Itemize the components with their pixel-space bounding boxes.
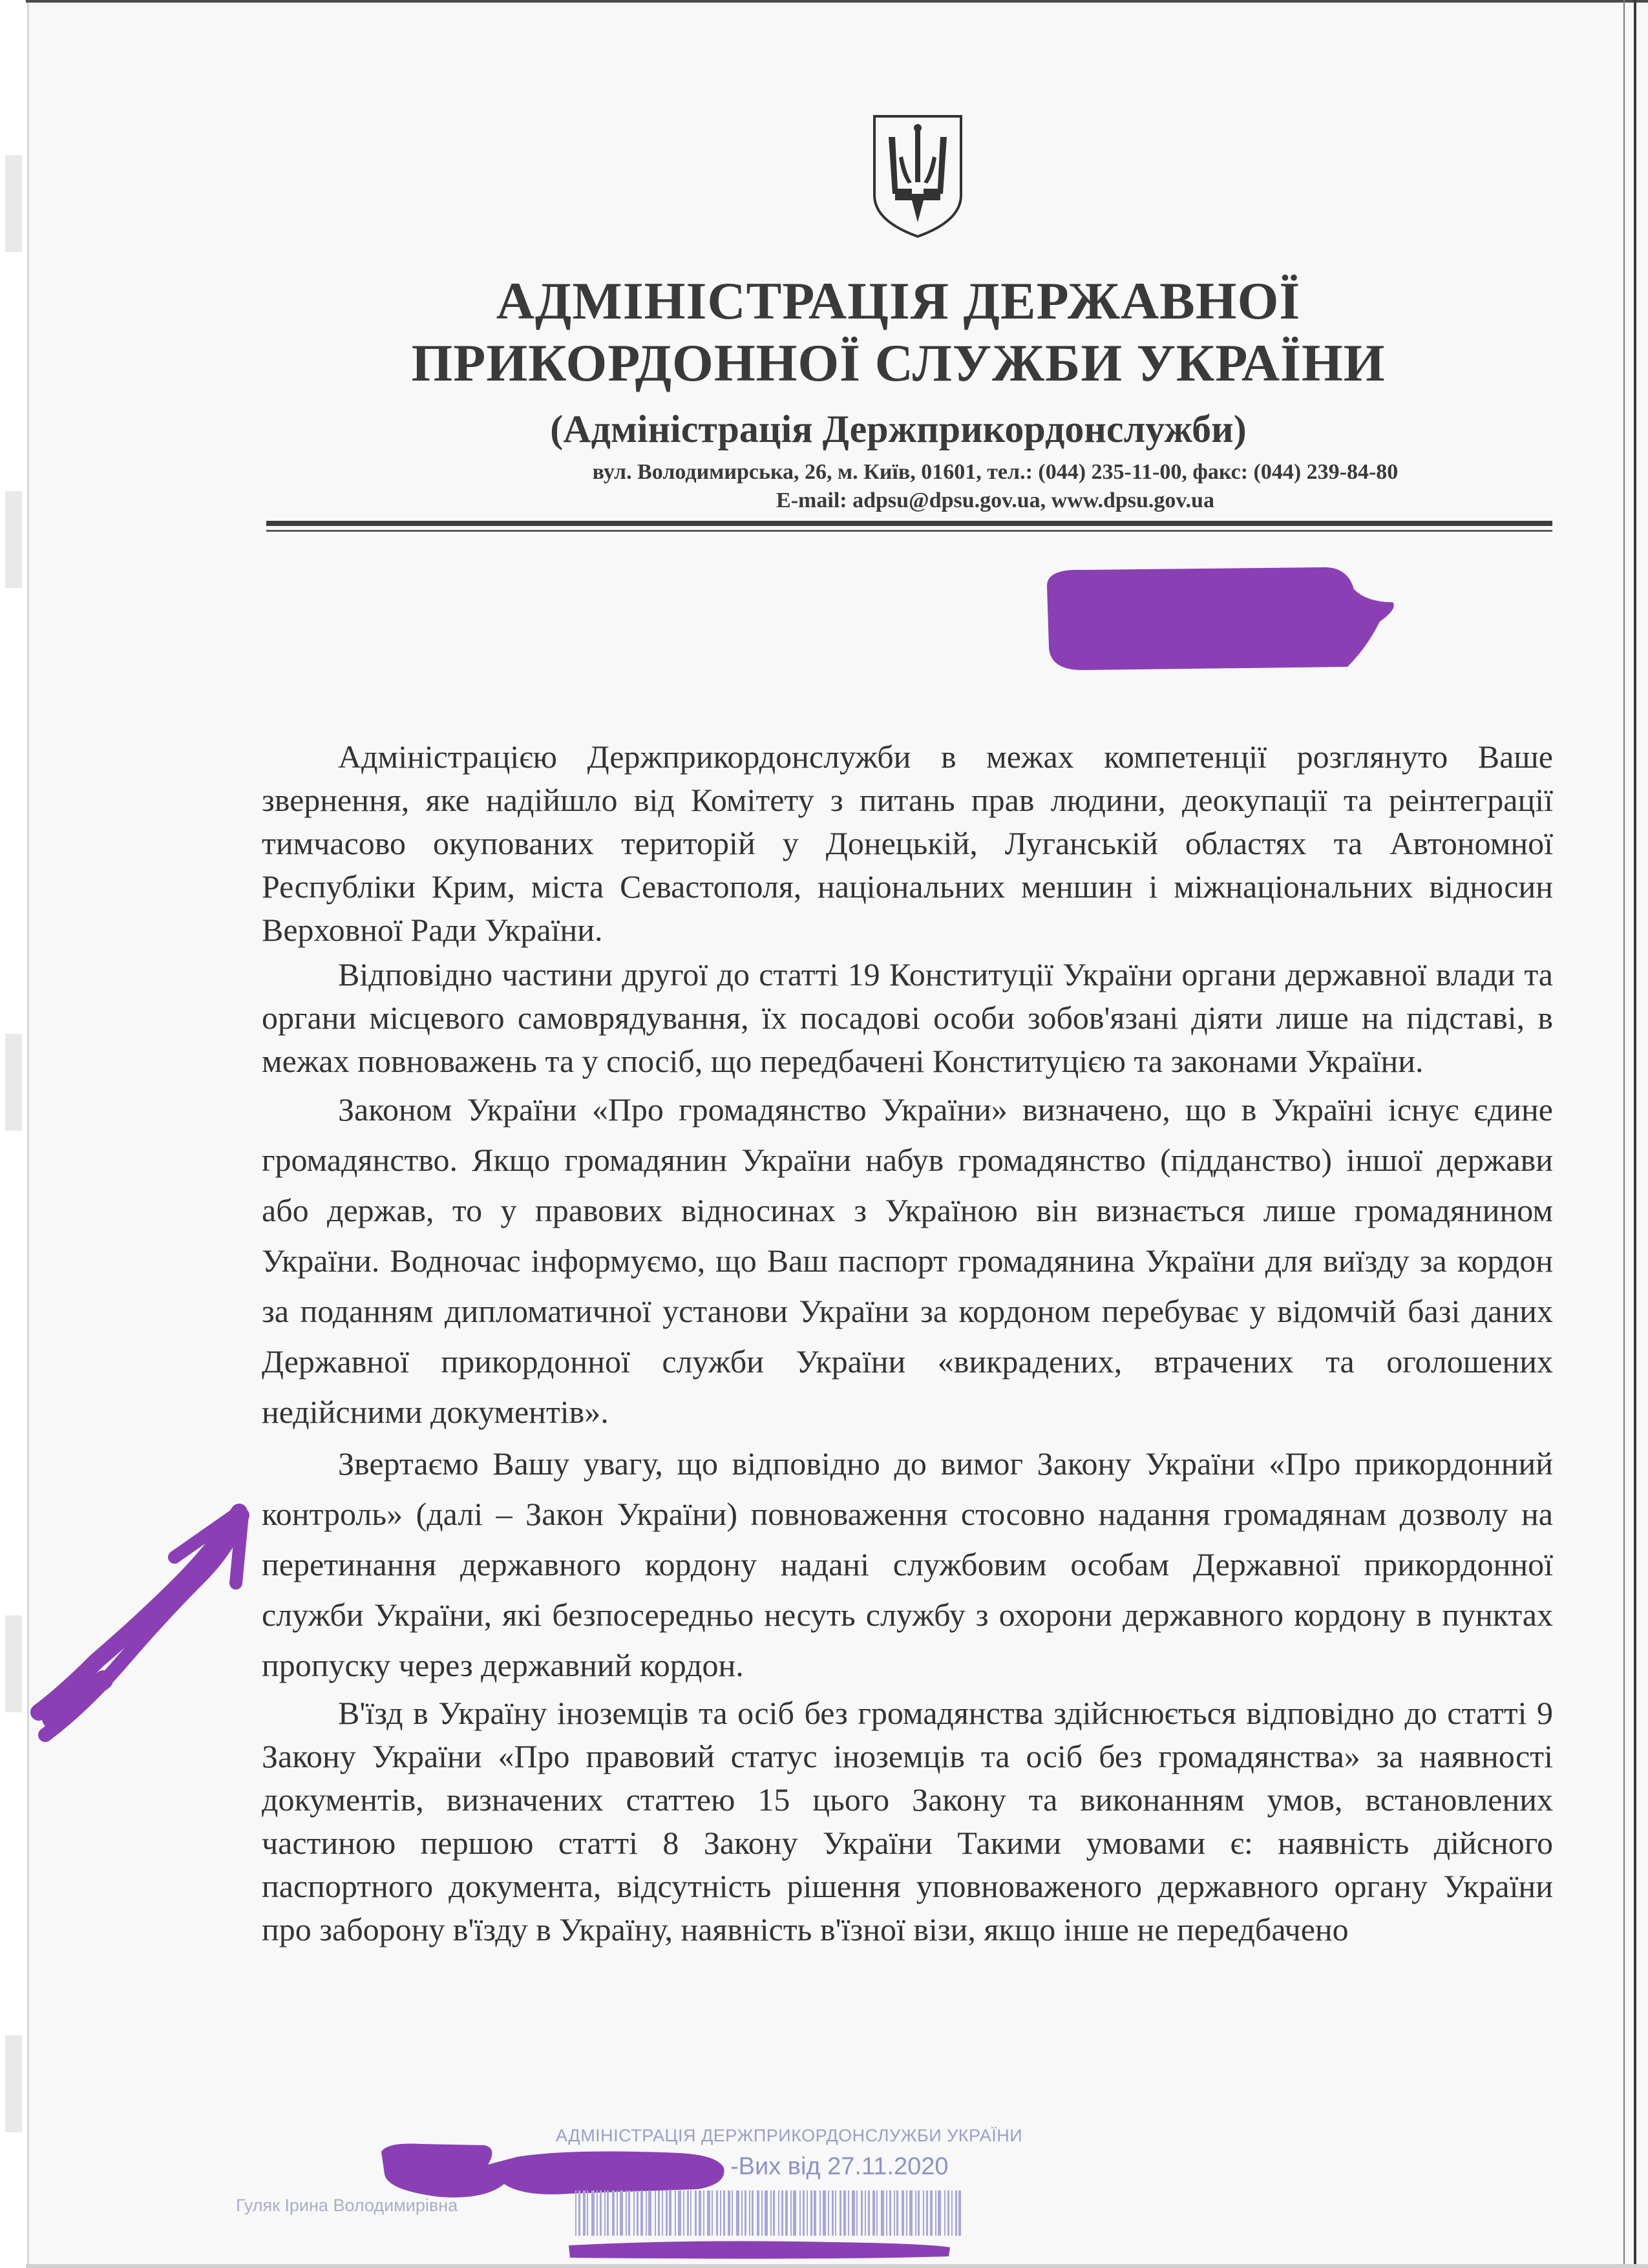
barcode-bar <box>889 2190 891 2236</box>
barcode-bar <box>923 2190 924 2236</box>
barcode-bar <box>736 2190 739 2236</box>
barcode-bar <box>757 2190 759 2236</box>
barcode-bar <box>902 2190 904 2236</box>
barcode-bar <box>600 2190 602 2236</box>
barcode-bar <box>781 2190 783 2236</box>
barcode-bar <box>728 2190 730 2236</box>
letterhead-rule-thick <box>266 521 1552 526</box>
scanner-left-margin <box>0 0 29 2268</box>
barcode-bar <box>935 2190 936 2236</box>
barcode-bar <box>765 2190 768 2236</box>
body-paragraph-5: В'їзд в Україну іноземців та осіб без громадянства здійснюється відповідно до статті 9 Закону України «Про правовий статус іноземців та осіб без громадянства» за наявності документів, визначених статтею 15 цього Закону та виконанням умов, встановлених частиною першою статті 8 Закону України Такими умовами є: наявність дійсного паспортного документа, відсутність рішення уповноваженого державного органу України про заборону в'їзду в Україну, наявність в'їзної візи, якщо інше не передбачено <box>262 1695 1553 1948</box>
barcode-bar <box>646 2190 647 2236</box>
redacted-addressee <box>1044 563 1399 673</box>
barcode-bar <box>620 2190 623 2236</box>
barcode-bar <box>881 2190 884 2236</box>
barcode-bar <box>695 2190 697 2236</box>
barcode-bar <box>720 2190 721 2236</box>
barcode-bar <box>773 2190 775 2236</box>
barcode-bar <box>597 2190 598 2236</box>
barcode-bar <box>607 2190 609 2236</box>
barcode-bar <box>944 2190 945 2236</box>
barcode-bar <box>687 2190 689 2236</box>
barcode-bar <box>926 2190 928 2236</box>
barcode-bar <box>852 2190 855 2236</box>
page-right-edge-inner <box>1623 0 1625 2268</box>
barcode-bar <box>886 2190 887 2236</box>
body-paragraph-4: Звертаємо Вашу увагу, що відповідно до вимог Закону України «Про прикордонний контроль» (далі – Закон України) повноваження стосовно надання громадянам дозволу на перетинання державного кордону надані службовим особам Державної прикордонної служби України, які безпосередньо несуть службу з охорони державного кордону в пунктах пропуску через державний кордон. <box>262 1445 1553 1683</box>
barcode-bar <box>799 2190 801 2236</box>
barcode-bar <box>655 2190 656 2236</box>
barcode-bar <box>785 2190 788 2236</box>
barcode-bar <box>716 2190 718 2236</box>
organization-title-line2: ПРИКОРДОННОЇ СЛУЖБИ УКРАЇНИ <box>411 333 1386 392</box>
barcode-bar <box>835 2190 836 2236</box>
barcode-bar <box>640 2190 643 2236</box>
barcode-bar <box>626 2190 627 2236</box>
barcode-bar <box>868 2190 870 2236</box>
barcode-bar <box>648 2190 651 2236</box>
barcode-bar <box>930 2190 933 2236</box>
barcode-bar <box>662 2190 663 2236</box>
barcode-bar <box>617 2190 618 2236</box>
barcode-bar <box>896 2190 898 2236</box>
barcode-bar <box>823 2190 826 2236</box>
barcode-bar <box>749 2190 750 2236</box>
barcode-bar <box>699 2190 701 2236</box>
organization-email: E-mail: adpsu@dpsu.gov.ua, www.dpsu.gov.ua <box>776 488 1214 512</box>
barcode-bar <box>752 2190 754 2236</box>
barcode-bar <box>856 2190 858 2236</box>
organization-title-line1: АДМІНІСТРАЦІЯ ДЕРЖАВНОЇ <box>496 271 1301 330</box>
barcode-bar <box>793 2190 796 2236</box>
page-bottom-edge <box>26 2264 1648 2268</box>
barcode-bar <box>658 2190 660 2236</box>
barcode-bar <box>745 2190 746 2236</box>
barcode <box>562 2184 976 2262</box>
tryzub-coat-of-arms-icon <box>869 111 966 240</box>
barcode-bar <box>810 2190 812 2236</box>
barcode-bar <box>583 2190 586 2236</box>
organization-address: вул. Володимирська, 26, м. Київ, 01601, тел.: (044) 235-11-00, факс: (044) 239-84-80 <box>592 460 1399 484</box>
hand-drawn-arrow-mark <box>26 1499 271 1758</box>
barcode-bar <box>678 2190 681 2236</box>
barcode-bar <box>723 2190 725 2236</box>
barcode-bar <box>628 2190 630 2236</box>
organization-short-name: (Адміністрація Держприкордонслужби) <box>550 408 1247 450</box>
barcode-bar <box>819 2190 821 2236</box>
barcode-bar <box>707 2190 710 2236</box>
barcode-bar <box>604 2190 606 2236</box>
redacted-barcode-strip <box>569 2241 950 2258</box>
barcode-bar <box>761 2190 763 2236</box>
barcode-bar <box>814 2190 816 2236</box>
letterhead-rule-thin <box>266 530 1552 532</box>
barcode-bar <box>633 2190 635 2236</box>
barcode-bar <box>947 2190 949 2236</box>
barcode-bar <box>915 2190 916 2236</box>
barcode-bar <box>575 2190 576 2236</box>
barcode-bar <box>906 2190 907 2236</box>
barcode-bar <box>951 2190 953 2236</box>
barcode-bar <box>840 2190 841 2236</box>
body-paragraph-1: Адміністрацією Держприкордонслужби в межах компетенції розглянуто Ваше звернення, яке надійшло від Комітету з питань прав людини, деокупації та реінтеграції тимчасово окупованих територій у Донецькій, Луганській областях та Автономної Республіки Крим, міста Севастополя, національних меншин і міжнаціональних відносин Верховної Ради України. <box>262 739 1553 948</box>
letter-body <box>262 735 1553 1953</box>
registration-stamp-organization: АДМІНІСТРАЦІЯ ДЕРЖПРИКОРДОНСЛУЖБИ УКРАЇНИ <box>556 2126 1023 2145</box>
body-paragraph-2: Відповідно частини другої до статті 19 Конституції України органи державної влади та органи місцевого самоврядування, їх посадові особи зобов'язані діяти лише на підставі, в межах повноважень та у спосіб, що передбачені Конституцією та законами України. <box>262 956 1553 1079</box>
barcode-bar <box>803 2190 805 2236</box>
barcode-bar <box>872 2190 875 2236</box>
barcode-bar <box>732 2190 733 2236</box>
barcode-bar <box>918 2190 920 2236</box>
barcode-bar <box>832 2190 834 2236</box>
barcode-bar <box>958 2190 961 2236</box>
barcode-bar <box>591 2190 595 2236</box>
barcode-bar <box>828 2190 829 2236</box>
barcode-bar <box>703 2190 704 2236</box>
barcode-bar <box>612 2190 615 2236</box>
barcode-bar <box>741 2190 743 2236</box>
barcode-bar <box>938 2190 941 2236</box>
body-paragraph-3: Законом України «Про громадянство України» визначено, що в Україні існує єдине громадянство. Якщо громадянин України набув громадянство (підданство) іншої держави або держав, то у правових відносинах з Україною він визнається лише громадянином України. Водночас інформуємо, що Ваш паспорт громадянина України для виїзду за кордон за поданням дипломатичної установи України за кордоном перебуває у відомчій базі даних Державної прикордонної служби України «викрадених, втрачених та оголошених недійсними документів». <box>262 1091 1553 1430</box>
page-top-edge <box>26 0 1648 3</box>
barcode-bar <box>955 2190 957 2236</box>
page-right-edge <box>1634 0 1636 2268</box>
barcode-bar <box>683 2190 684 2236</box>
barcode-bar <box>848 2190 849 2236</box>
barcode-bar <box>861 2190 863 2236</box>
barcode-bar <box>666 2190 668 2236</box>
organization-title <box>259 270 1538 394</box>
barcode-bar <box>675 2190 676 2236</box>
barcode-bar <box>909 2190 913 2236</box>
barcode-bar <box>587 2190 588 2236</box>
barcode-bar <box>876 2190 878 2236</box>
barcode-bar <box>790 2190 792 2236</box>
registration-number: -Вих від 27.11.2020 <box>730 2153 949 2180</box>
barcode-bar <box>690 2190 692 2236</box>
barcode-bar <box>778 2190 779 2236</box>
executor-name: Гуляк Ірина Володимирівна <box>236 2196 458 2215</box>
barcode-bar <box>843 2190 846 2236</box>
barcode-bar <box>865 2190 866 2236</box>
barcode-bar <box>578 2190 580 2236</box>
barcode-bar <box>894 2190 895 2236</box>
barcode-bar <box>637 2190 639 2236</box>
barcode-bar <box>669 2190 671 2236</box>
barcode-bar <box>712 2190 713 2236</box>
barcode-bar <box>770 2190 772 2236</box>
barcode-bar <box>807 2190 808 2236</box>
